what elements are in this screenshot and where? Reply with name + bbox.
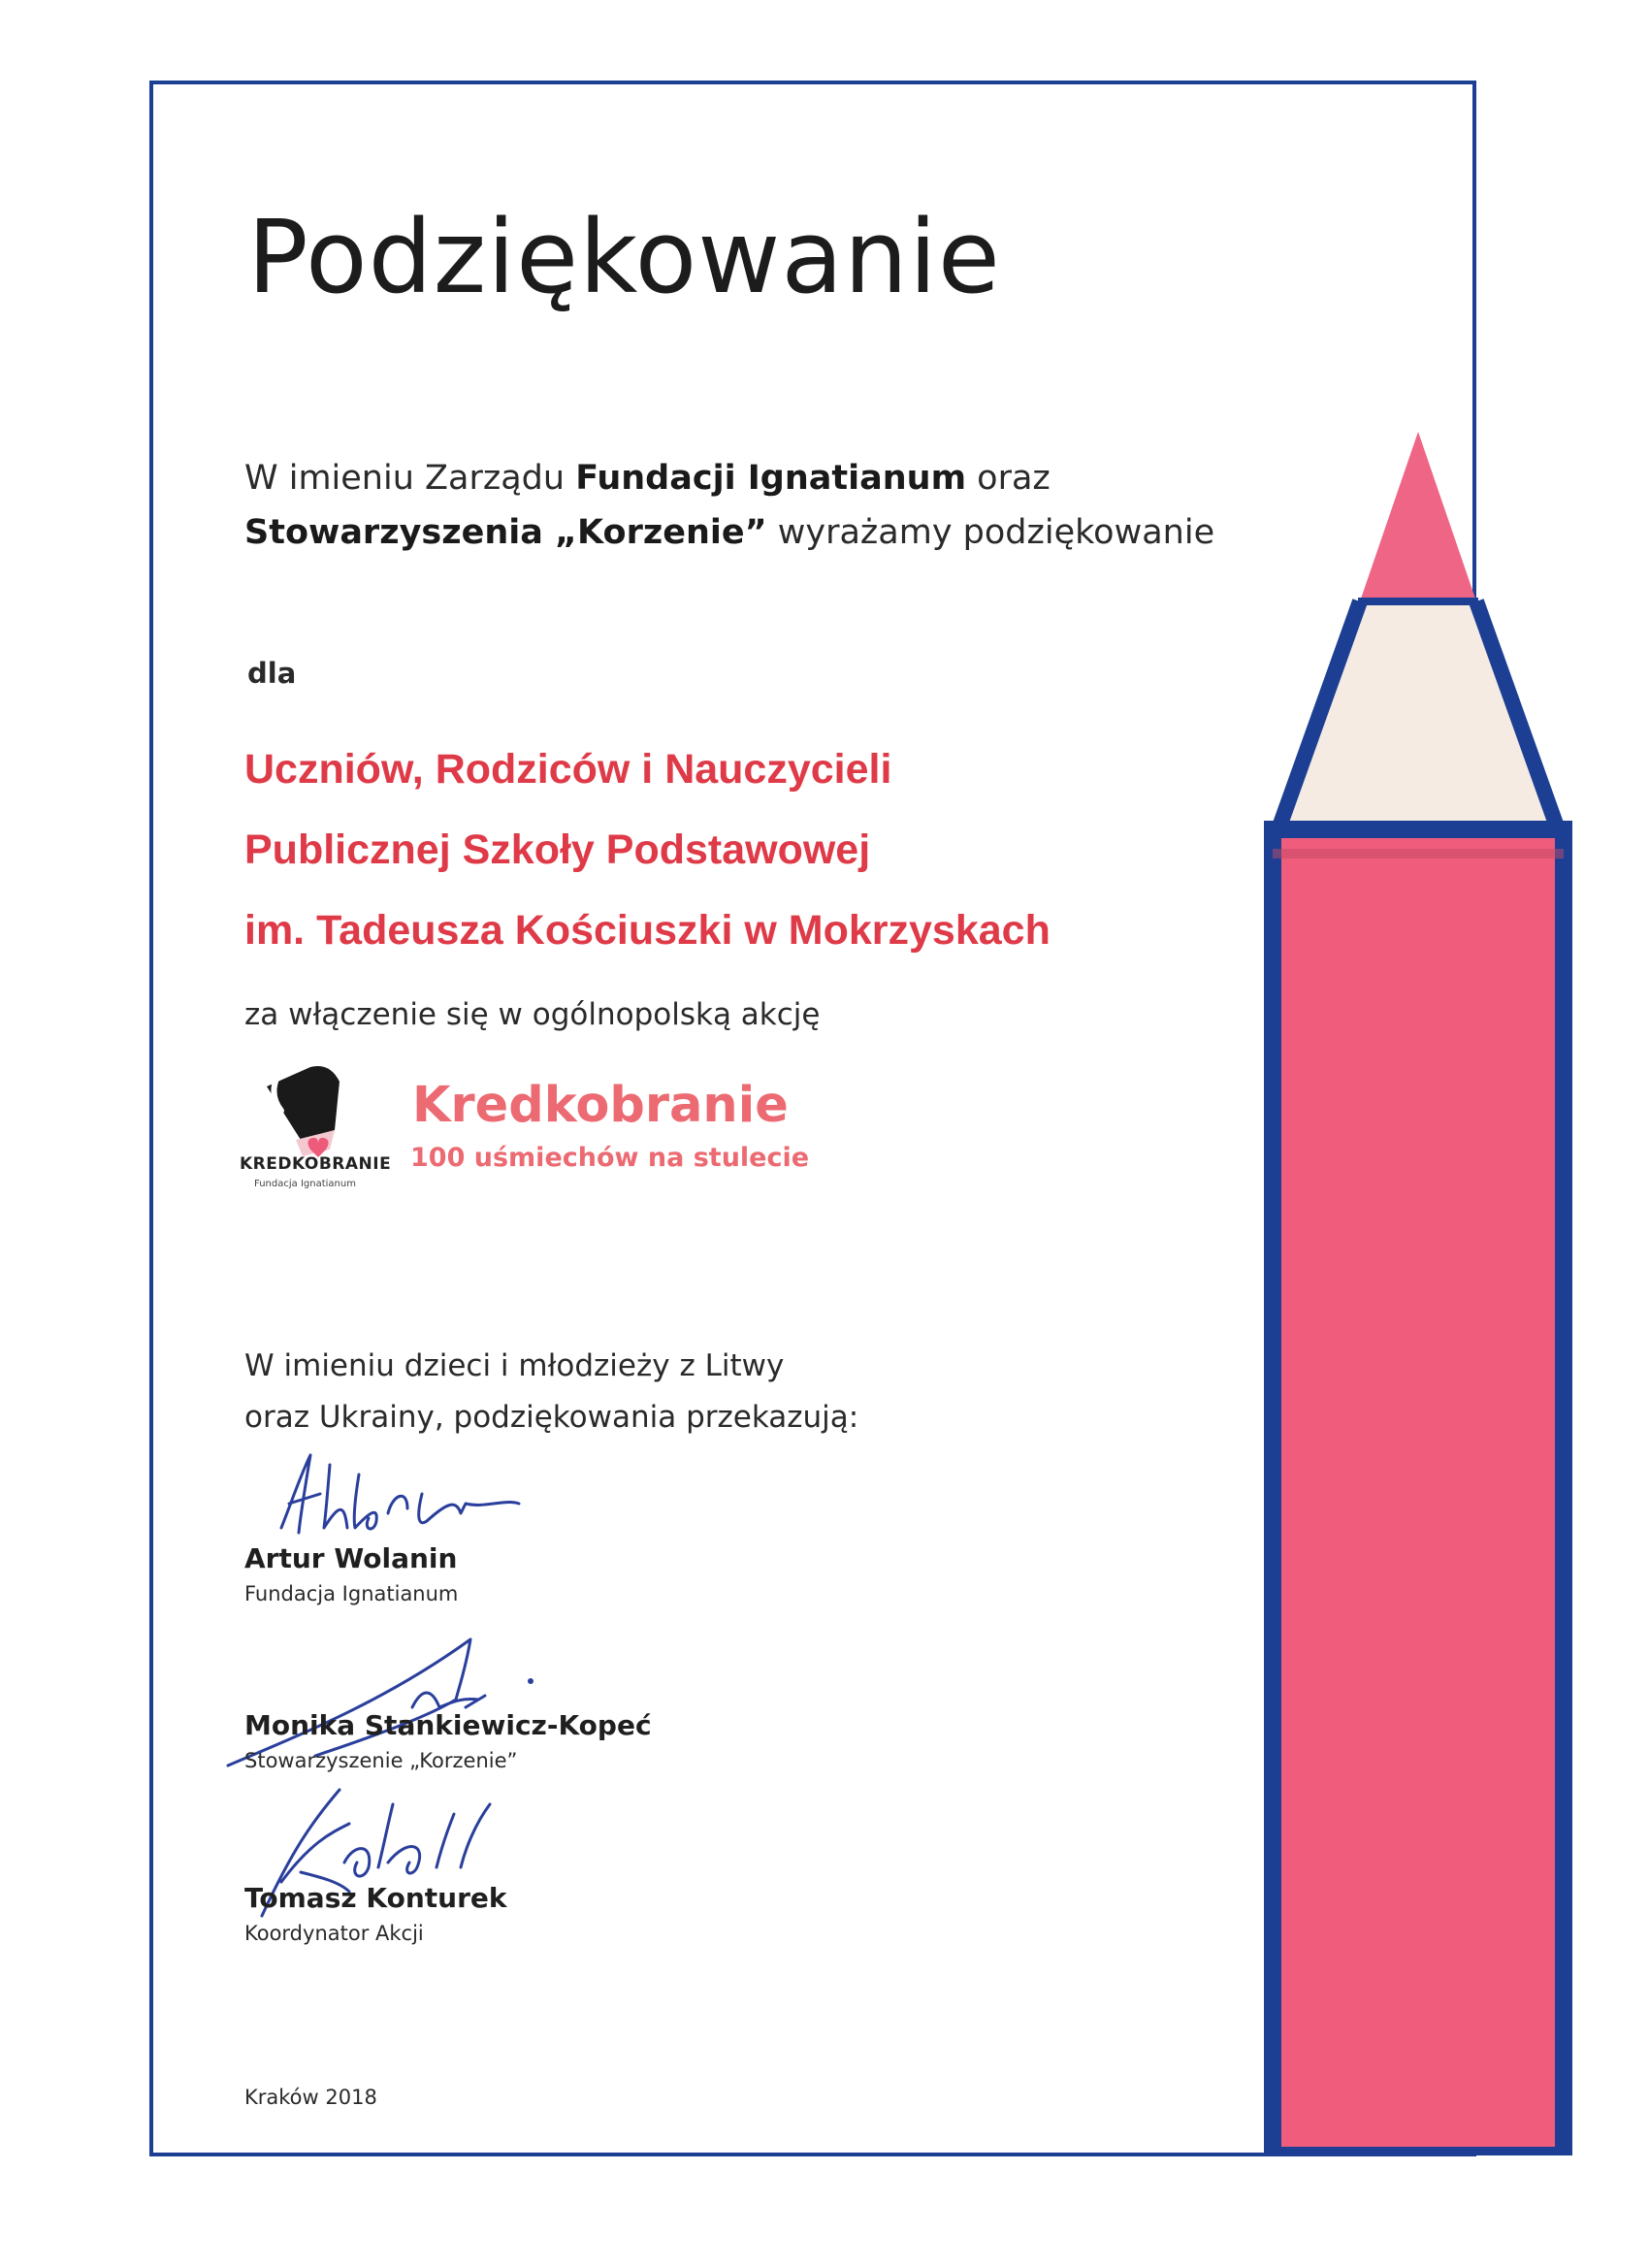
recipient-line: Publicznej Szkoły Podstawowej <box>244 826 871 873</box>
campaign-name: Kredkobranie <box>412 1077 789 1134</box>
signer-2 <box>244 1707 652 1777</box>
signer-role: Fundacja Ignatianum <box>244 1582 459 1605</box>
recipient-block <box>244 729 1051 971</box>
intro-line-2 <box>244 505 1214 560</box>
signer-name: Tomasz Konturek <box>244 1882 507 1914</box>
signer-role: Koordynator Akcji <box>244 1922 424 1945</box>
logo-subcaption: Fundacja Ignatianum <box>254 1179 356 1189</box>
signature-artur-wolanin <box>262 1445 534 1538</box>
thanks-text <box>244 1341 858 1443</box>
logo-caption: KREDKOBRANIE <box>240 1154 392 1174</box>
signer-1 <box>244 1540 458 1610</box>
certificate-title: Podziękowanie <box>247 198 1001 316</box>
intro-line-1-part-a: W imieniu Zarządu <box>244 459 576 498</box>
signer-name: Monika Stankiewicz-Kopeć <box>244 1709 652 1741</box>
place-and-date: Kraków 2018 <box>244 2086 377 2109</box>
signer-name: Artur Wolanin <box>244 1542 458 1574</box>
campaign-tagline: 100 uśmiechów na stulecie <box>410 1143 810 1173</box>
recipient-line: im. Tadeusza Kościuszki w Mokrzyskach <box>244 907 1051 954</box>
association-name: Stowarzyszenia „Korzenie” <box>244 513 767 552</box>
signer-role: Stowarzyszenie „Korzenie” <box>244 1749 518 1772</box>
thanks-line: W imieniu dzieci i młodzieży z Litwy <box>244 1348 785 1383</box>
foundation-name: Fundacji Ignatianum <box>575 459 967 498</box>
action-intro: za włączenie się w ogólnopolską akcję <box>244 997 821 1032</box>
intro-text <box>244 451 1214 560</box>
recipient-line: Uczniów, Rodziców i Nauczycieli <box>244 746 892 793</box>
intro-line-1-part-c: oraz <box>966 459 1051 498</box>
signer-3 <box>244 1880 507 1950</box>
thanks-line: oraz Ukrainy, podziękowania przekazują: <box>244 1400 859 1435</box>
for-label: dla <box>247 657 297 690</box>
pencil-illustration <box>1261 427 1575 2155</box>
intro-line-1 <box>244 451 1214 505</box>
intro-line-2-part-b: wyrażamy podziękowanie <box>766 513 1215 552</box>
